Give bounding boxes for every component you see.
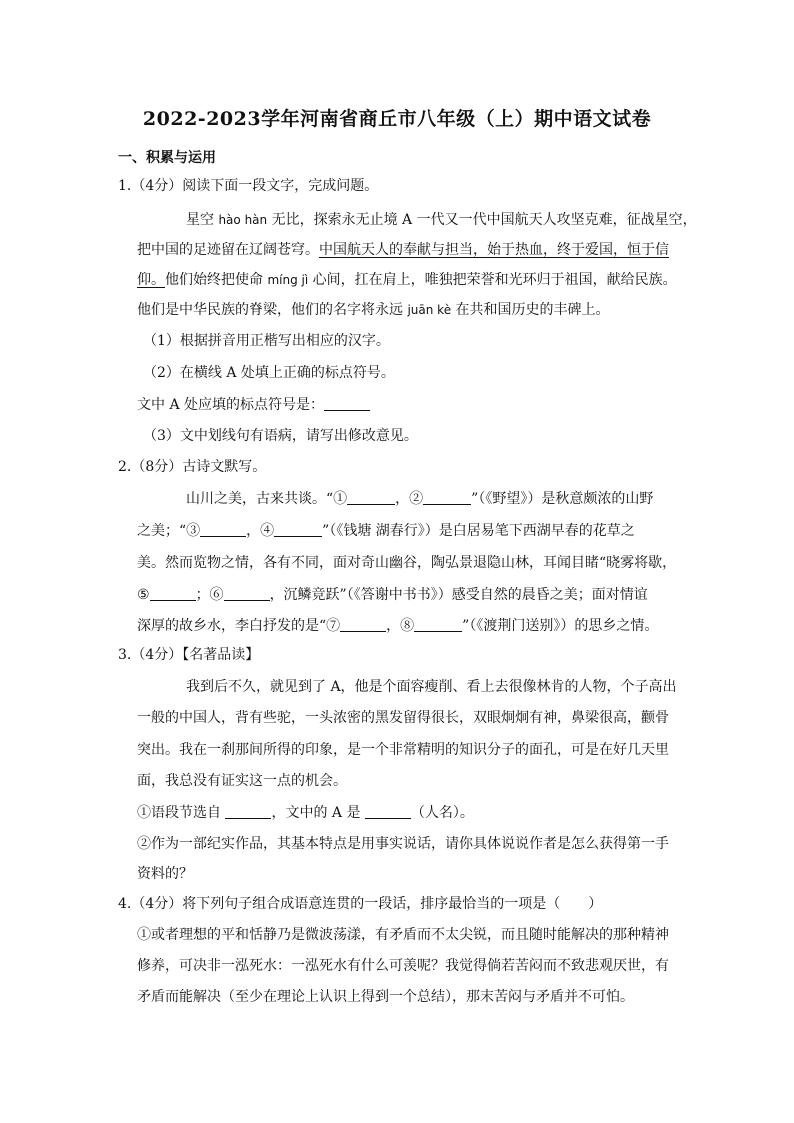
q1-passage-line-3: 仰。他们始终把使命 míng jì 心间，扛在肩上，唯独把荣誉和光环归于祖国，献给民族。 bbox=[137, 272, 677, 288]
question-1-heading: 1.（4分）阅读下面一段文字，完成问题。 bbox=[118, 178, 379, 194]
underlined-sentence: 中国航天人的奉献与担当，始于热血，终于爱国，恒于信 bbox=[319, 242, 669, 258]
q3-passage-line-1: 我到后不久，就见到了 A，他是个面容瘦削、看上去很像林肯的人物，个子高出 bbox=[186, 679, 677, 695]
pinyin-haohan: hào hàn bbox=[218, 213, 268, 227]
q2-line-4: ⑤ ；⑥ ，沉鳞竞跃”（《答谢中书书》）感受自然的晨昏之美；面对情谊 bbox=[137, 587, 648, 603]
q2-line-3: 美。然而览物之情，各有不同，面对奇山幽谷，陶弘景退隐山林，耳闻目睹“晓雾将歇， bbox=[137, 555, 677, 571]
blank-7[interactable] bbox=[340, 617, 386, 632]
q1-passage-line-2: 把中国的足迹留在辽阔苍穹。中国航天人的奉献与担当，始于热血，终于爱国，恒于信 bbox=[137, 242, 669, 258]
q1-passage-line-1: 星空 hào hàn 无比，探索永无止境 A 一代又一代中国航天人攻坚克难，征战星空， bbox=[186, 212, 697, 228]
question-4-heading: 4.（4分）将下列句子组合成语意连贯的一段话，排序最恰当的一项是（ ） bbox=[118, 896, 603, 912]
q2-line-1: 山川之美，古来共谈。“① ，② ”（《野望》）是秋意颇浓的山野 bbox=[186, 491, 654, 507]
q3-passage-line-3: 突出。我在一刹那间所得的印象，是一个非常精明的知识分子的面孔，可是在好几天里 bbox=[137, 742, 669, 758]
q3-passage-line-4: 面，我总没有证实这一点的机会。 bbox=[137, 773, 347, 789]
answer-blank[interactable] bbox=[324, 396, 370, 411]
exam-title: 2022-2023学年河南省商丘市八年级（上）期中语文试卷 bbox=[142, 108, 652, 130]
q1-sub-2: （2）在横线 A 处填上正确的标点符号。 bbox=[143, 365, 395, 381]
q1-sub-2-answer: 文中 A 处应填的标点符号是： bbox=[137, 395, 370, 415]
pinyin-juanke: juān kè bbox=[407, 303, 452, 317]
q2-line-5: 深厚的故乡水，李白抒发的是“⑦ ，⑧ ”（《渡荆门送别》）的思乡之情。 bbox=[137, 618, 659, 634]
blank-6[interactable] bbox=[224, 586, 270, 601]
pinyin-mingji: míng jì bbox=[267, 273, 309, 287]
blank-3[interactable] bbox=[200, 522, 246, 537]
blank-1[interactable] bbox=[347, 490, 395, 505]
q4-line-1: ①或者理想的平和恬静乃是微波荡漾，有矛盾而不太尖锐，而且随时能解决的那种精神 bbox=[137, 927, 669, 943]
q3-sub-1: ①语段节选自 ，文中的 A 是 （人名）。 bbox=[137, 805, 474, 821]
blank-person-name[interactable] bbox=[365, 804, 411, 819]
blank-5[interactable] bbox=[150, 586, 196, 601]
q3-passage-line-2: 一般的中国人，背有些驼，一头浓密的黑发留得很长，双眼炯炯有神，鼻梁很高，颧骨 bbox=[137, 710, 669, 726]
question-2-heading: 2.（8分）古诗文默写。 bbox=[118, 459, 267, 475]
q2-line-2: 之美；“③ ，④ ”（《钱塘 湖春行》）是白居易笔下西湖早春的花草之 bbox=[137, 523, 635, 539]
blank-8[interactable] bbox=[414, 617, 462, 632]
blank-4[interactable] bbox=[274, 522, 322, 537]
q1-sub-1: （1）根据拼音用正楷写出相应的汉字。 bbox=[143, 333, 390, 349]
q3-sub-2-line-2: 资料的？ bbox=[137, 866, 193, 882]
q3-sub-2-line-1: ②作为一部纪实作品，其基本特点是用事实说话，请你具体说说作者是怎么获得第一手 bbox=[137, 836, 669, 852]
section-heading: 一、积累与运用 bbox=[118, 150, 216, 166]
question-3-heading: 3.（4分）【名著品读】 bbox=[118, 647, 260, 663]
underlined-sentence-end: 仰。 bbox=[137, 272, 165, 288]
q1-passage-line-4: 他们是中华民族的脊梁，他们的名字将永远 juān kè 在共和国历史的丰碑上。 bbox=[137, 302, 610, 318]
q4-line-3: 矛盾而能解决（至少在理论上认识上得到一个总结），那末苦闷与矛盾并不可怕。 bbox=[137, 989, 634, 1005]
blank-2[interactable] bbox=[423, 490, 471, 505]
q4-line-2: 修养，可决非一泓死水：一泓死水有什么可羡呢？我觉得倘若苦闷而不致悲观厌世，有 bbox=[137, 958, 669, 974]
q1-sub-3: （3）文中划线句有语病，请写出修改意见。 bbox=[143, 428, 418, 444]
blank-book-title[interactable] bbox=[225, 804, 271, 819]
